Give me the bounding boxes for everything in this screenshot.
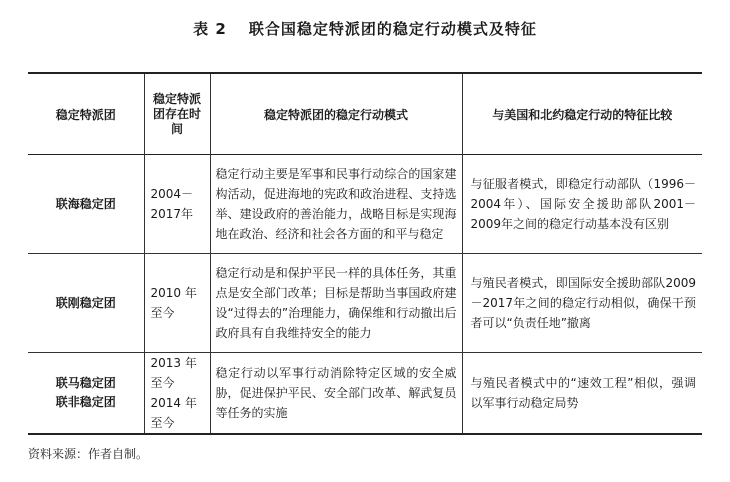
mission-name-mali: 联马稳定团: [55, 376, 116, 390]
cell-mission: [28, 353, 144, 435]
cell-period: 2004－2017年: [144, 155, 210, 254]
table-row: [28, 254, 702, 353]
cell-mission: 联海稳定团: [55, 197, 116, 211]
table-number: 表 2: [193, 20, 227, 38]
header-mode: 稳定特派团的稳定行动模式: [210, 73, 462, 155]
table-title-text: 联合国稳定特派团的稳定行动模式及特征: [248, 20, 537, 38]
cell-period: 2010 年至今: [144, 254, 210, 353]
cell-comparison: 与殖民者模式，即国际安全援助部队2009－2017年之间的稳定行动相似，确保干预者可以“负责任地”撤离: [462, 254, 702, 353]
table-title: [0, 18, 730, 39]
cell-comparison: 与征服者模式，即稳定行动部队（1996－2004年）、国际安全援助部队2001－2009年之间的稳定行动基本没有区别: [462, 155, 702, 254]
cell-mode: 稳定行动主要是军事和民事行动综合的国家建构活动，促进海地的宪政和政治进程、支持选举、建设政府的善治能力，战略目标是实现海地在政治、经济和社会各方面的和平与稳定: [210, 155, 462, 254]
cell-period: 2013 年至今 2014 年至今: [144, 353, 210, 435]
cell-mode: 稳定行动以军事行动消除特定区域的安全威胁，促进保护平民、安全部门改革、解武复员等任务的实施: [210, 353, 462, 435]
cell-comparison: 与殖民者模式中的“速效工程”相似，强调以军事行动稳定局势: [462, 353, 702, 435]
source-note: 资料来源：作者自制。: [28, 447, 149, 461]
table-row: [28, 155, 702, 254]
stability-missions-table: [28, 72, 702, 435]
mission-name-car: 联非稳定团: [55, 395, 116, 409]
header-period: 稳定特派团存在时间: [144, 73, 210, 155]
header-mission: 稳定特派团: [55, 107, 116, 122]
cell-mode: 稳定行动是和保护平民一样的具体任务，其重点是安全部门改革；目标是帮助当事国政府建设“过得去的”治理能力，确保维和行动撤出后政府具有自我维持安全的能力: [210, 254, 462, 353]
table-header-row: [28, 73, 702, 155]
header-comparison: 与美国和北约稳定行动的特征比较: [462, 73, 702, 155]
table-row: [28, 353, 702, 435]
cell-mission: 联刚稳定团: [55, 296, 116, 310]
